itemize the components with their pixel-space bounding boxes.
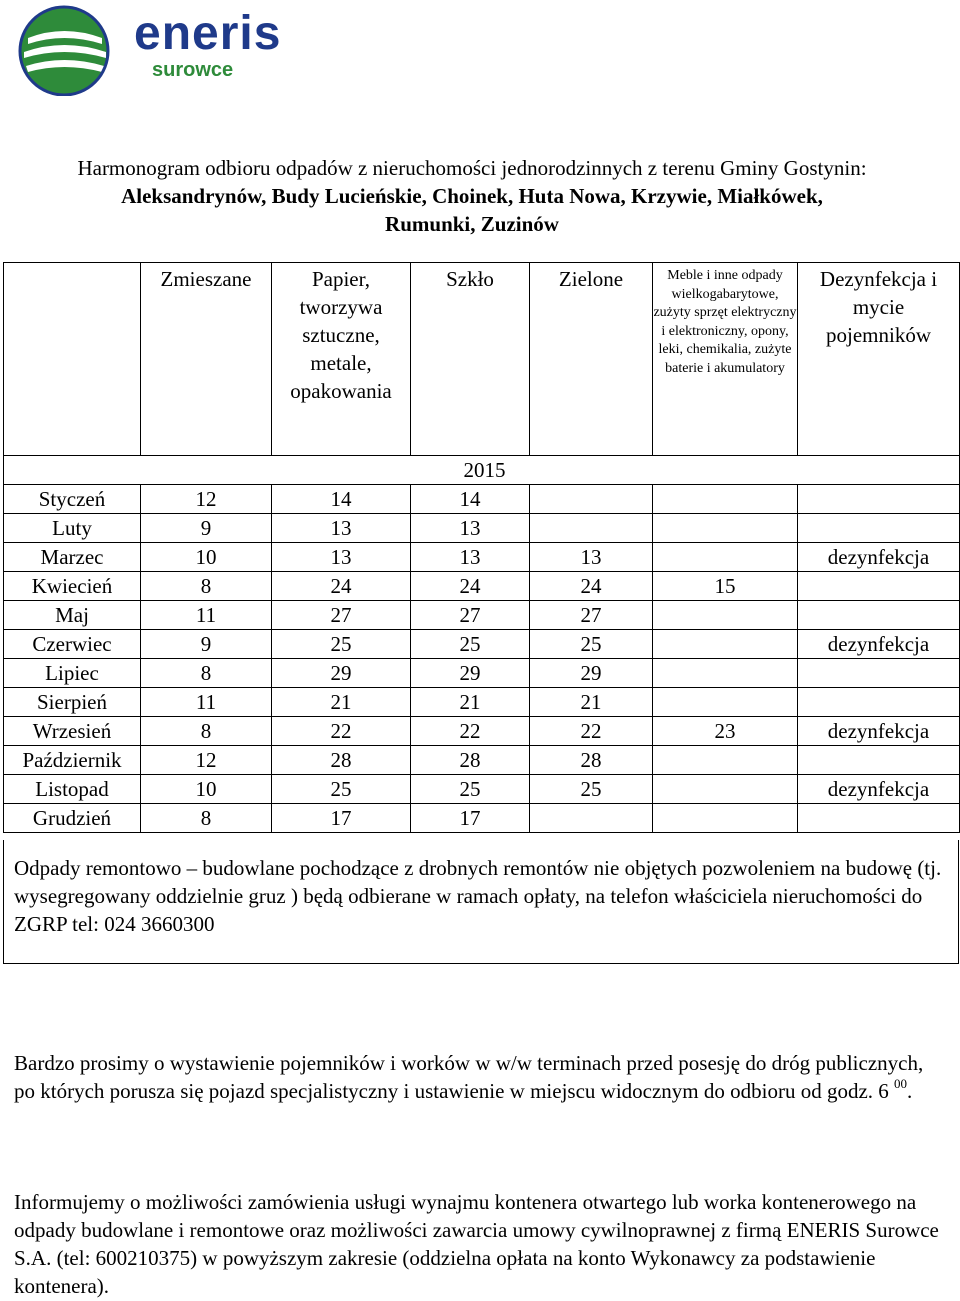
disinfection-cell	[798, 804, 960, 833]
disinfection-cell	[798, 659, 960, 688]
paper-plastic-cell: 17	[272, 804, 411, 833]
month-cell: Listopad	[4, 775, 141, 804]
mixed-cell: 9	[141, 514, 272, 543]
table-row	[4, 659, 960, 688]
glass-cell: 14	[411, 485, 530, 514]
glass-cell: 27	[411, 601, 530, 630]
paper-plastic-cell: 29	[272, 659, 411, 688]
green-cell: 28	[530, 746, 653, 775]
placement-request-end: .	[907, 1079, 913, 1103]
mixed-cell: 12	[141, 746, 272, 775]
paper-plastic-cell: 25	[272, 775, 411, 804]
logo-subtitle: surowce	[152, 59, 234, 81]
paper-plastic-cell: 21	[272, 688, 411, 717]
glass-cell: 21	[411, 688, 530, 717]
document-title	[0, 154, 944, 238]
disinfection-cell: dezynfekcja	[798, 630, 960, 659]
glass-cell: 22	[411, 717, 530, 746]
green-cell: 27	[530, 601, 653, 630]
mixed-cell: 9	[141, 630, 272, 659]
bulky-waste-cell	[653, 601, 798, 630]
bulky-waste-cell	[653, 775, 798, 804]
green-cell: 24	[530, 572, 653, 601]
schedule-table	[3, 262, 960, 833]
disinfection-cell	[798, 514, 960, 543]
glass-cell: 24	[411, 572, 530, 601]
disinfection-cell: dezynfekcja	[798, 543, 960, 572]
green-cell: 21	[530, 688, 653, 717]
paper-plastic-cell: 22	[272, 717, 411, 746]
mixed-cell: 11	[141, 601, 272, 630]
title-line-3: Rumunki, Zuzinów	[385, 212, 559, 236]
month-cell: Wrzesień	[4, 717, 141, 746]
table-row	[4, 630, 960, 659]
disinfection-cell	[798, 601, 960, 630]
header-disinfection: Dezynfekcja i mycie pojemników	[798, 263, 960, 456]
table-row	[4, 746, 960, 775]
paper-plastic-cell: 28	[272, 746, 411, 775]
title-line-1: Harmonogram odbioru odpadów z nieruchomości jednorodzinnych z terenu Gminy Gostynin:	[77, 156, 867, 180]
month-cell: Sierpień	[4, 688, 141, 717]
bulky-waste-cell	[653, 543, 798, 572]
green-cell	[530, 514, 653, 543]
renovation-waste-note: Odpady remontowo – budowlane pochodzące z drobnych remontów nie objętych pozwoleniem na budowę (tj. wysegregowany oddzielnie gruz ) będą odbierane w ramach opłaty, na telefon właściciela nieruchomości do ZGRP tel: 024 3660300	[14, 856, 942, 936]
header-glass: Szkło	[411, 263, 530, 456]
glass-cell: 13	[411, 514, 530, 543]
year-row	[4, 456, 960, 485]
eneris-logo-icon	[16, 4, 116, 96]
bulky-waste-cell	[653, 746, 798, 775]
month-cell: Lipiec	[4, 659, 141, 688]
placement-request-paragraph	[14, 1049, 944, 1105]
mixed-cell: 10	[141, 543, 272, 572]
glass-cell: 28	[411, 746, 530, 775]
green-cell	[530, 804, 653, 833]
bulky-waste-cell	[653, 485, 798, 514]
month-cell: Październik	[4, 746, 141, 775]
green-cell: 25	[530, 630, 653, 659]
header-green: Zielone	[530, 263, 653, 456]
disinfection-cell: dezynfekcja	[798, 775, 960, 804]
month-cell: Marzec	[4, 543, 141, 572]
title-line-2: Aleksandrynów, Budy Lucieńskie, Choinek, Huta Nowa, Krzywie, Miałkówek,	[121, 184, 823, 208]
paper-plastic-cell: 13	[272, 514, 411, 543]
table-row	[4, 572, 960, 601]
paper-plastic-cell: 14	[272, 485, 411, 514]
table-header-row	[4, 263, 960, 456]
paper-plastic-cell: 25	[272, 630, 411, 659]
table-row	[4, 514, 960, 543]
time-superscript: 00	[894, 1076, 908, 1091]
bulky-waste-cell	[653, 804, 798, 833]
mixed-cell: 11	[141, 688, 272, 717]
bulky-waste-cell	[653, 688, 798, 717]
paper-plastic-cell: 13	[272, 543, 411, 572]
header-mixed: Zmieszane	[141, 263, 272, 456]
logo-name: eneris	[134, 7, 282, 60]
paper-plastic-cell: 27	[272, 601, 411, 630]
month-cell: Czerwiec	[4, 630, 141, 659]
paper-plastic-cell: 24	[272, 572, 411, 601]
mixed-cell: 8	[141, 659, 272, 688]
glass-cell: 29	[411, 659, 530, 688]
table-row	[4, 775, 960, 804]
table-row	[4, 688, 960, 717]
mixed-cell: 8	[141, 572, 272, 601]
disinfection-cell	[798, 688, 960, 717]
bulky-waste-cell: 23	[653, 717, 798, 746]
table-row	[4, 543, 960, 572]
table-row	[4, 485, 960, 514]
table-row	[4, 804, 960, 833]
disinfection-cell	[798, 746, 960, 775]
glass-cell: 25	[411, 775, 530, 804]
eneris-logo	[16, 4, 296, 96]
mixed-cell: 8	[141, 804, 272, 833]
month-cell: Kwiecień	[4, 572, 141, 601]
bulky-waste-cell	[653, 514, 798, 543]
disinfection-cell	[798, 572, 960, 601]
placement-request-text: Bardzo prosimy o wystawienie pojemników i worków w w/w terminach przed posesję do dróg publicznych, po których porusza się pojazd specjalistyczny i ustawienie w miejscu widocznym do odbioru od godz. 6	[14, 1051, 924, 1103]
bulky-waste-cell: 15	[653, 572, 798, 601]
green-cell	[530, 485, 653, 514]
glass-cell: 25	[411, 630, 530, 659]
header-paper-plastic: Papier, tworzywa sztuczne, metale, opakowania	[272, 263, 411, 456]
month-cell: Styczeń	[4, 485, 141, 514]
table-row	[4, 601, 960, 630]
table-row	[4, 717, 960, 746]
green-cell: 25	[530, 775, 653, 804]
green-cell: 22	[530, 717, 653, 746]
month-cell: Luty	[4, 514, 141, 543]
bulky-waste-cell	[653, 630, 798, 659]
year-label: 2015	[4, 456, 530, 485]
month-cell: Grudzień	[4, 804, 141, 833]
month-cell: Maj	[4, 601, 141, 630]
mixed-cell: 12	[141, 485, 272, 514]
header-bulky-waste: Meble i inne odpady wielkogabarytowe, zużyty sprzęt elektryczny i elektroniczny, opony, leki, chemikalia, zużyte baterie i akumulatory	[653, 263, 798, 456]
disinfection-cell	[798, 485, 960, 514]
mixed-cell: 10	[141, 775, 272, 804]
glass-cell: 13	[411, 543, 530, 572]
mixed-cell: 8	[141, 717, 272, 746]
glass-cell: 17	[411, 804, 530, 833]
disinfection-cell: dezynfekcja	[798, 717, 960, 746]
green-cell: 29	[530, 659, 653, 688]
green-cell: 13	[530, 543, 653, 572]
bulky-waste-cell	[653, 659, 798, 688]
header-month	[4, 263, 141, 456]
container-info-paragraph: Informujemy o możliwości zamówienia usługi wynajmu kontenera otwartego lub worka kontenerowego na odpady budowlane i remontowe oraz możliwości zawarcia umowy cywilnoprawnej z firmą ENERIS Surowce S.A. (tel: 600210375) w powyższym zakresie (oddzielna opłata na konto Wykonawcy za podstawienie kontenera).	[14, 1190, 939, 1298]
